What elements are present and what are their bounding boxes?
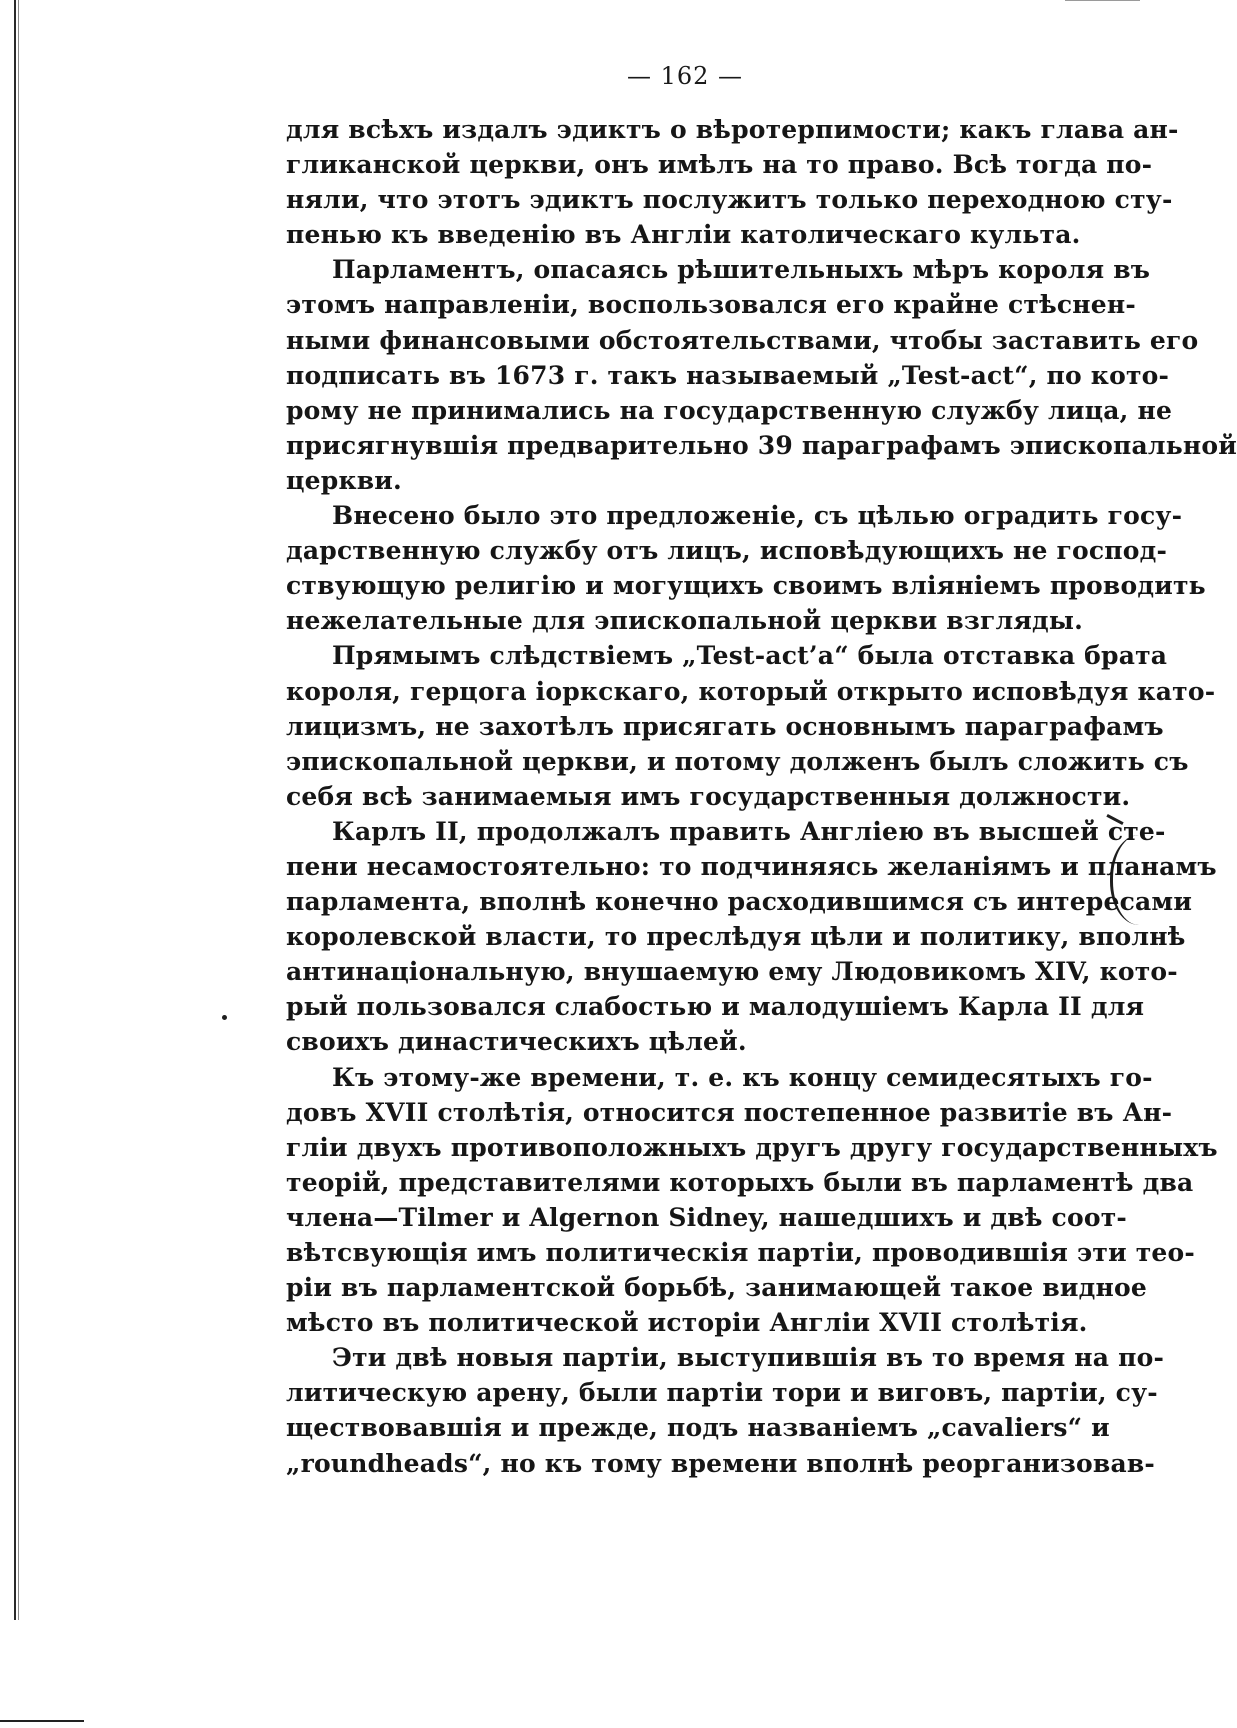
text-line: нежелательные для эпископальной церкви взгляды. <box>286 606 1084 636</box>
paragraph-7 <box>286 1340 1165 1480</box>
text-line: короля, герцога іоркскаго, который открыто исповѣдуя като- <box>286 676 1216 706</box>
text-line: гликанской церкви, онъ имѣлъ на то право. Всѣ тогда по- <box>286 150 1153 180</box>
paragraph-6 <box>286 1060 1218 1341</box>
text-line: присягнувшія предварительно 39 параграфамъ эпископальной <box>286 430 1237 460</box>
bottom-edge-mark <box>0 1720 84 1722</box>
paragraph-3 <box>286 498 1206 638</box>
text-line: подписать въ 1673 г. такъ называемый „Test-act“, по кото- <box>286 360 1170 390</box>
paragraph-5 <box>286 814 1217 1060</box>
top-edge-mark <box>1065 0 1140 1</box>
text-line: теорій, представителями которыхъ были въ парламентѣ два <box>286 1167 1194 1197</box>
text-line: литическую арену, были партіи тори и виговъ, партіи, су- <box>286 1378 1158 1408</box>
text-line: мѣсто въ политической исторіи Англіи XVII столѣтія. <box>286 1308 1088 1338</box>
binding-edge-line <box>14 0 16 1620</box>
text-line: ществовавшія и прежде, подъ названіемъ „cavaliers“ и <box>286 1413 1110 1443</box>
text-line: вѣтсвующія имъ политическія партіи, проводившія эти тео- <box>286 1238 1195 1267</box>
text-line: Прямымъ слѣдствіемъ „Test-act’a“ была отставка брата <box>332 641 1168 671</box>
text-line: Къ этому-же времени, т. е. къ концу семидесятыхъ го- <box>332 1062 1153 1092</box>
text-line: этомъ направленіи, воспользовался его крайне стѣснен- <box>286 290 1136 320</box>
text-line: своихъ династическихъ цѣлей. <box>286 1027 747 1057</box>
text-line: себя всѣ занимаемыя имъ государственныя должности. <box>286 781 1131 811</box>
body-text <box>286 112 1237 1481</box>
text-line: „roundheads“, но къ тому времени вполнѣ реорганизовав- <box>286 1448 1156 1478</box>
stray-ink-dot <box>222 1015 227 1020</box>
text-line: рому не принимались на государственную службу лица, не <box>286 395 1173 425</box>
text-line: пени несамостоятельно: то подчиняясь желаніямъ и планамъ <box>286 851 1217 881</box>
text-line: антинаціональную, внушаемую ему Людовикомъ XIV, кото- <box>286 957 1178 987</box>
text-line: для всѣхъ издалъ эдиктъ о вѣротерпимости; какъ глава ан- <box>286 115 1179 144</box>
text-line: ріи въ парламентской борьбѣ, занимающей такое видное <box>286 1273 1147 1303</box>
text-line: рый пользовался слабостью и малодушіемъ Карла II для <box>286 992 1145 1022</box>
text-line: эпископальной церкви, и потому долженъ былъ сложить съ <box>286 746 1189 776</box>
text-line: церкви. <box>286 465 402 495</box>
text-line: Эти двѣ новыя партіи, выступившія въ то время на по- <box>332 1343 1165 1373</box>
text-line: ными финансовыми обстоятельствами, чтобы заставить его <box>286 325 1199 355</box>
text-line: дарственную службу отъ лицъ, исповѣдующихъ не господ- <box>286 536 1168 566</box>
paragraph-1 <box>286 112 1179 252</box>
text-line: няли, что этотъ эдиктъ послужитъ только переходною сту- <box>286 185 1173 215</box>
text-line: члена—Tilmer и Algernon Sidney, нашедшихъ и двѣ соот- <box>286 1202 1127 1232</box>
text-line: довъ XVII столѣтія, относится постепенное развитіе въ Ан- <box>286 1097 1173 1127</box>
paragraph-4 <box>286 638 1216 813</box>
text-line: парламента, вполнѣ конечно расходившимся съ интересами <box>286 887 1193 917</box>
text-line: лицизмъ, не захотѣлъ присягать основнымъ параграфамъ <box>286 711 1164 741</box>
text-line: пенью къ введенію въ Англіи католическаго культа. <box>286 220 1081 250</box>
text-line: Карлъ II, продолжалъ править Англіею въ высшей сте- <box>332 816 1166 846</box>
text-line: Внесено было это предложеніе, съ цѣлью оградить госу- <box>332 501 1183 531</box>
page-number: — 162 — <box>626 62 744 90</box>
text-line: королевской власти, то преслѣдуя цѣли и политику, вполнѣ <box>286 922 1186 952</box>
text-line: ствующую религію и могущихъ своимъ вліяніемъ проводить <box>286 571 1206 601</box>
paragraph-2 <box>286 252 1237 498</box>
text-line: гліи двухъ противоположныхъ другъ другу государственныхъ <box>286 1132 1218 1162</box>
text-line: Парламентъ, опасаясь рѣшительныхъ мѣръ короля въ <box>332 255 1151 285</box>
binding-edge-shadow <box>18 0 19 1620</box>
